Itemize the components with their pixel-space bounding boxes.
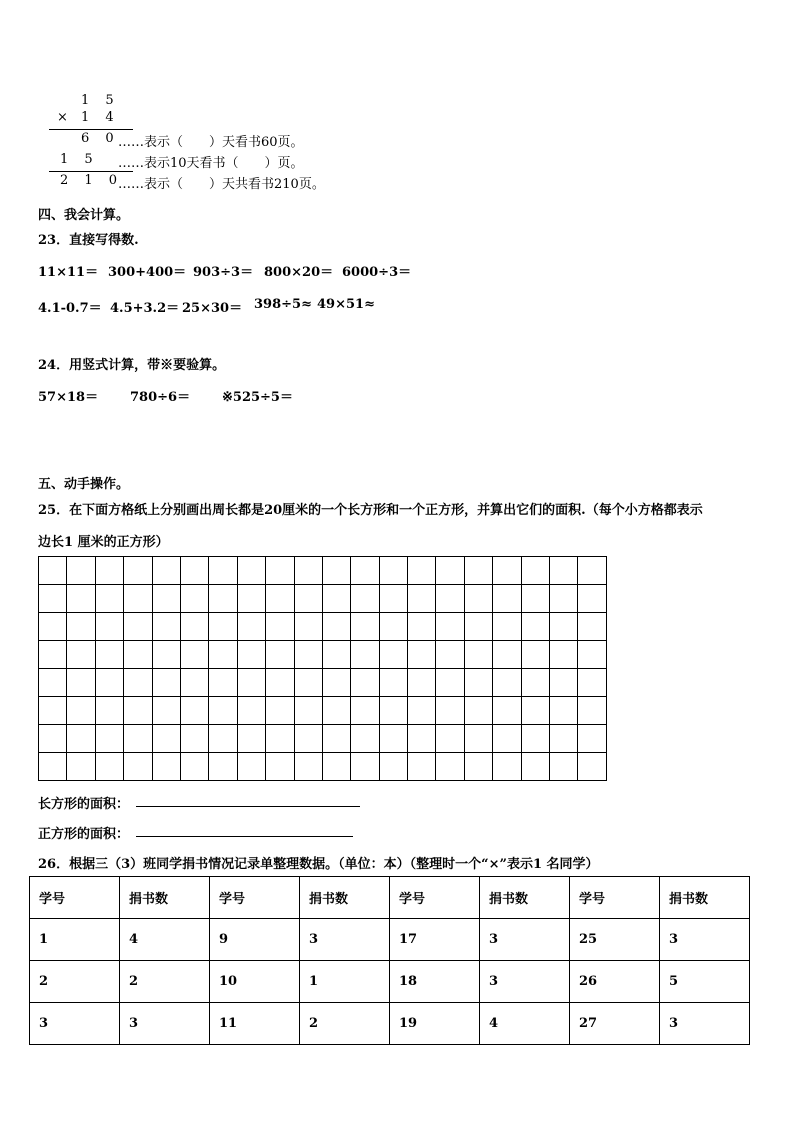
grid-row bbox=[39, 753, 607, 781]
q23-item: 300+400＝ bbox=[108, 265, 187, 280]
q23-item: 4.1-0.7＝ bbox=[38, 301, 102, 316]
grid-cell[interactable] bbox=[294, 725, 322, 753]
table-header-cell: 学号 bbox=[570, 877, 660, 919]
grid-cell[interactable] bbox=[67, 753, 95, 781]
grid-cell[interactable] bbox=[379, 725, 407, 753]
table-cell: 2 bbox=[300, 1003, 390, 1045]
grid-row bbox=[39, 641, 607, 669]
grid-row bbox=[39, 669, 607, 697]
grid-cell[interactable] bbox=[464, 557, 492, 585]
grid-cell[interactable] bbox=[436, 585, 464, 613]
grid-cell[interactable] bbox=[266, 557, 294, 585]
grid-cell[interactable] bbox=[124, 669, 152, 697]
grid-cell[interactable] bbox=[578, 613, 606, 641]
table-row bbox=[30, 919, 750, 961]
grid-cell[interactable] bbox=[209, 613, 237, 641]
grid-cell[interactable] bbox=[67, 669, 95, 697]
grid-cell[interactable] bbox=[266, 725, 294, 753]
grid-cell[interactable] bbox=[351, 641, 379, 669]
grid-cell[interactable] bbox=[493, 725, 521, 753]
grid-cell[interactable] bbox=[39, 669, 67, 697]
grid-cell[interactable] bbox=[95, 725, 123, 753]
grid-cell[interactable] bbox=[124, 641, 152, 669]
grid-cell[interactable] bbox=[351, 557, 379, 585]
mult-operator: × bbox=[57, 110, 68, 125]
grid-cell[interactable] bbox=[550, 585, 578, 613]
grid-cell[interactable] bbox=[379, 697, 407, 725]
grid-cell[interactable] bbox=[95, 613, 123, 641]
grid-cell[interactable] bbox=[294, 641, 322, 669]
grid-cell[interactable] bbox=[578, 697, 606, 725]
grid-cell[interactable] bbox=[351, 753, 379, 781]
grid-cell[interactable] bbox=[436, 753, 464, 781]
grid-cell[interactable] bbox=[521, 697, 549, 725]
grid-cell[interactable] bbox=[464, 697, 492, 725]
grid-cell[interactable] bbox=[408, 613, 436, 641]
q23-item: 800×20＝ bbox=[264, 265, 334, 280]
grid-cell[interactable] bbox=[209, 585, 237, 613]
grid-cell[interactable] bbox=[322, 697, 350, 725]
grid-cell[interactable] bbox=[464, 585, 492, 613]
grid-cell[interactable] bbox=[351, 585, 379, 613]
grid-cell[interactable] bbox=[322, 669, 350, 697]
donation-record-table bbox=[29, 876, 750, 1045]
grid-cell[interactable] bbox=[266, 669, 294, 697]
grid-cell[interactable] bbox=[294, 557, 322, 585]
table-cell: 3 bbox=[660, 1003, 750, 1045]
grid-cell[interactable] bbox=[152, 613, 180, 641]
grid-cell[interactable] bbox=[464, 641, 492, 669]
grid-cell[interactable] bbox=[408, 585, 436, 613]
grid-cell[interactable] bbox=[209, 753, 237, 781]
grid-cell[interactable] bbox=[266, 585, 294, 613]
grid-cell[interactable] bbox=[521, 613, 549, 641]
grid-cell[interactable] bbox=[436, 613, 464, 641]
square-area-label: 正方形的面积： bbox=[38, 827, 130, 842]
q23-title: 23．直接写得数. bbox=[38, 233, 139, 248]
table-cell: 9 bbox=[210, 919, 300, 961]
grid-cell[interactable] bbox=[39, 641, 67, 669]
grid-cell[interactable] bbox=[379, 613, 407, 641]
table-header-cell: 捐书数 bbox=[120, 877, 210, 919]
grid-cell[interactable] bbox=[152, 557, 180, 585]
grid-cell[interactable] bbox=[294, 669, 322, 697]
grid-cell[interactable] bbox=[464, 753, 492, 781]
grid-cell[interactable] bbox=[152, 725, 180, 753]
grid-cell[interactable] bbox=[322, 753, 350, 781]
q23-item: 6000÷3＝ bbox=[342, 265, 412, 280]
q23-item: 49×51≈ bbox=[317, 297, 375, 312]
grid-cell[interactable] bbox=[493, 613, 521, 641]
grid-cell[interactable] bbox=[493, 641, 521, 669]
table-cell: 4 bbox=[120, 919, 210, 961]
grid-cell[interactable] bbox=[95, 697, 123, 725]
grid-cell[interactable] bbox=[95, 557, 123, 585]
grid-cell[interactable] bbox=[237, 557, 265, 585]
grid-cell[interactable] bbox=[67, 557, 95, 585]
grid-cell[interactable] bbox=[521, 557, 549, 585]
table-cell: 3 bbox=[480, 961, 570, 1003]
grid-cell[interactable] bbox=[266, 697, 294, 725]
table-cell: 3 bbox=[120, 1003, 210, 1045]
graph-paper-grid[interactable] bbox=[38, 556, 607, 781]
table-cell: 3 bbox=[480, 919, 570, 961]
table-header-cell: 学号 bbox=[390, 877, 480, 919]
grid-cell[interactable] bbox=[322, 641, 350, 669]
table-cell: 2 bbox=[30, 961, 120, 1003]
q24-item: 57×18＝ bbox=[38, 390, 99, 405]
grid-cell[interactable] bbox=[67, 697, 95, 725]
grid-cell[interactable] bbox=[95, 669, 123, 697]
grid-cell[interactable] bbox=[408, 669, 436, 697]
table-cell: 19 bbox=[390, 1003, 480, 1045]
mult-row-5-note: ……表示（ ）天共看书210页。 bbox=[118, 177, 325, 192]
grid-cell[interactable] bbox=[67, 613, 95, 641]
grid-row bbox=[39, 725, 607, 753]
table-header-cell: 捐书数 bbox=[300, 877, 390, 919]
grid-cell[interactable] bbox=[578, 669, 606, 697]
grid-cell[interactable] bbox=[578, 725, 606, 753]
grid-cell[interactable] bbox=[39, 557, 67, 585]
grid-cell[interactable] bbox=[408, 697, 436, 725]
grid-cell[interactable] bbox=[152, 669, 180, 697]
grid-cell[interactable] bbox=[152, 697, 180, 725]
grid-cell[interactable] bbox=[180, 557, 208, 585]
grid-row bbox=[39, 613, 607, 641]
grid-cell[interactable] bbox=[294, 753, 322, 781]
grid-cell[interactable] bbox=[237, 669, 265, 697]
grid-cell[interactable] bbox=[95, 641, 123, 669]
grid-cell[interactable] bbox=[408, 725, 436, 753]
grid-cell[interactable] bbox=[578, 557, 606, 585]
grid-cell[interactable] bbox=[436, 697, 464, 725]
q25-text-line-1: 25．在下面方格纸上分别画出周长都是20厘米的一个长方形和一个正方形，并算出它们的面积.（每个小方格都表示 bbox=[38, 503, 703, 518]
mult-row-4-note: ……表示10天看书（ ）页。 bbox=[118, 156, 304, 171]
mult-row-4: 1 5 bbox=[60, 152, 99, 167]
table-cell: 18 bbox=[390, 961, 480, 1003]
grid-cell[interactable] bbox=[379, 669, 407, 697]
grid-cell[interactable] bbox=[209, 669, 237, 697]
grid-cell[interactable] bbox=[209, 725, 237, 753]
grid-cell[interactable] bbox=[39, 725, 67, 753]
grid-cell[interactable] bbox=[436, 557, 464, 585]
table-header-cell: 学号 bbox=[30, 877, 120, 919]
grid-cell[interactable] bbox=[408, 753, 436, 781]
table-header-row bbox=[30, 877, 750, 919]
grid-cell[interactable] bbox=[95, 753, 123, 781]
table-cell: 3 bbox=[660, 919, 750, 961]
grid-cell[interactable] bbox=[124, 585, 152, 613]
grid-cell[interactable] bbox=[550, 725, 578, 753]
grid-cell[interactable] bbox=[436, 725, 464, 753]
grid-cell[interactable] bbox=[464, 613, 492, 641]
table-cell: 3 bbox=[300, 919, 390, 961]
table-cell: 25 bbox=[570, 919, 660, 961]
grid-cell[interactable] bbox=[180, 613, 208, 641]
grid-cell[interactable] bbox=[578, 641, 606, 669]
table-cell: 26 bbox=[570, 961, 660, 1003]
q23-item: 4.5+3.2＝ bbox=[110, 301, 180, 316]
grid-cell[interactable] bbox=[180, 753, 208, 781]
grid-row bbox=[39, 585, 607, 613]
grid-cell[interactable] bbox=[67, 641, 95, 669]
grid-cell[interactable] bbox=[322, 725, 350, 753]
mult-line-1 bbox=[49, 129, 133, 130]
grid-cell[interactable] bbox=[180, 669, 208, 697]
q26-title: 26．根据三（3）班同学捐书情况记录单整理数据。（单位：本）（整理时一个“×”表示1 名同学） bbox=[38, 857, 599, 872]
mult-row-5: 2 1 0 bbox=[60, 173, 124, 188]
grid-cell[interactable] bbox=[493, 697, 521, 725]
grid-cell[interactable] bbox=[237, 613, 265, 641]
grid-cell[interactable] bbox=[408, 557, 436, 585]
q25-text-line-2: 边长1 厘米的正方形） bbox=[38, 535, 169, 550]
grid-cell[interactable] bbox=[351, 669, 379, 697]
table-cell: 1 bbox=[300, 961, 390, 1003]
grid-cell[interactable] bbox=[237, 725, 265, 753]
grid-cell[interactable] bbox=[351, 697, 379, 725]
table-cell: 1 bbox=[30, 919, 120, 961]
table-cell: 27 bbox=[570, 1003, 660, 1045]
grid-row bbox=[39, 557, 607, 585]
grid-cell[interactable] bbox=[180, 697, 208, 725]
grid-cell[interactable] bbox=[39, 613, 67, 641]
grid-cell[interactable] bbox=[322, 557, 350, 585]
grid-cell[interactable] bbox=[521, 585, 549, 613]
grid-cell[interactable] bbox=[521, 641, 549, 669]
grid-cell[interactable] bbox=[209, 697, 237, 725]
grid-cell[interactable] bbox=[152, 641, 180, 669]
table-cell: 10 bbox=[210, 961, 300, 1003]
grid-cell[interactable] bbox=[294, 613, 322, 641]
grid-cell[interactable] bbox=[209, 641, 237, 669]
rect-area-label: 长方形的面积： bbox=[38, 797, 130, 812]
table-cell: 2 bbox=[120, 961, 210, 1003]
grid-cell[interactable] bbox=[180, 585, 208, 613]
mult-row-2: 1 4 bbox=[81, 110, 120, 125]
grid-cell[interactable] bbox=[351, 613, 379, 641]
grid-cell[interactable] bbox=[550, 697, 578, 725]
grid-cell[interactable] bbox=[237, 585, 265, 613]
table-cell: 5 bbox=[660, 961, 750, 1003]
grid-row bbox=[39, 697, 607, 725]
grid-cell[interactable] bbox=[152, 753, 180, 781]
grid-cell[interactable] bbox=[124, 725, 152, 753]
q23-item: 25×30＝ bbox=[182, 301, 243, 316]
grid-cell[interactable] bbox=[180, 641, 208, 669]
grid-cell[interactable] bbox=[209, 557, 237, 585]
grid-cell[interactable] bbox=[322, 585, 350, 613]
section-5-heading: 五、动手操作。 bbox=[38, 477, 130, 492]
grid-cell[interactable] bbox=[39, 753, 67, 781]
mult-line-2 bbox=[49, 171, 133, 172]
grid-cell[interactable] bbox=[124, 557, 152, 585]
table-cell: 11 bbox=[210, 1003, 300, 1045]
grid-cell[interactable] bbox=[521, 753, 549, 781]
grid-cell[interactable] bbox=[379, 557, 407, 585]
grid-cell[interactable] bbox=[550, 557, 578, 585]
grid-cell[interactable] bbox=[550, 613, 578, 641]
grid-cell[interactable] bbox=[550, 641, 578, 669]
mult-row-3-note: ……表示（ ）天看书60页。 bbox=[118, 135, 304, 150]
q23-item: 398÷5≈ bbox=[254, 297, 312, 312]
grid-cell[interactable] bbox=[39, 585, 67, 613]
table-cell: 17 bbox=[390, 919, 480, 961]
grid-cell[interactable] bbox=[464, 725, 492, 753]
grid-cell[interactable] bbox=[237, 753, 265, 781]
grid-cell[interactable] bbox=[266, 641, 294, 669]
mult-row-3: 6 0 bbox=[81, 131, 120, 146]
grid-cell[interactable] bbox=[379, 641, 407, 669]
grid-cell[interactable] bbox=[550, 669, 578, 697]
grid-cell[interactable] bbox=[578, 753, 606, 781]
table-header-cell: 学号 bbox=[210, 877, 300, 919]
q24-item: 780÷6＝ bbox=[130, 390, 191, 405]
mult-row-1: 1 5 bbox=[81, 93, 120, 108]
grid-cell[interactable] bbox=[379, 753, 407, 781]
grid-cell[interactable] bbox=[67, 585, 95, 613]
grid-cell[interactable] bbox=[578, 585, 606, 613]
grid-cell[interactable] bbox=[124, 753, 152, 781]
grid-cell[interactable] bbox=[322, 613, 350, 641]
table-row bbox=[30, 961, 750, 1003]
table-cell: 3 bbox=[30, 1003, 120, 1045]
section-4-heading: 四、我会计算。 bbox=[38, 208, 130, 223]
grid-cell[interactable] bbox=[464, 669, 492, 697]
grid-cell[interactable] bbox=[266, 613, 294, 641]
grid-cell[interactable] bbox=[521, 669, 549, 697]
grid-cell[interactable] bbox=[351, 725, 379, 753]
grid-cell[interactable] bbox=[294, 697, 322, 725]
grid-cell[interactable] bbox=[436, 641, 464, 669]
grid-cell[interactable] bbox=[436, 669, 464, 697]
table-header-cell: 捐书数 bbox=[660, 877, 750, 919]
grid-cell[interactable] bbox=[521, 725, 549, 753]
grid-cell[interactable] bbox=[237, 697, 265, 725]
grid-cell[interactable] bbox=[266, 753, 294, 781]
q24-title: 24．用竖式计算，带※要验算。 bbox=[38, 358, 226, 373]
grid-cell[interactable] bbox=[67, 725, 95, 753]
grid-cell[interactable] bbox=[180, 725, 208, 753]
grid-cell[interactable] bbox=[493, 753, 521, 781]
grid-cell[interactable] bbox=[124, 613, 152, 641]
grid-cell[interactable] bbox=[493, 585, 521, 613]
grid-cell[interactable] bbox=[95, 585, 123, 613]
square-area-answer-line[interactable] bbox=[136, 836, 353, 837]
q24-item: ※525÷5＝ bbox=[222, 390, 293, 405]
table-row bbox=[30, 1003, 750, 1045]
grid-cell[interactable] bbox=[550, 753, 578, 781]
grid-cell[interactable] bbox=[493, 669, 521, 697]
grid-cell[interactable] bbox=[493, 557, 521, 585]
grid-cell[interactable] bbox=[39, 697, 67, 725]
rect-area-answer-line[interactable] bbox=[136, 806, 360, 807]
q23-item: 903÷3＝ bbox=[193, 265, 254, 280]
grid-cell[interactable] bbox=[379, 585, 407, 613]
q23-item: 11×11＝ bbox=[38, 265, 99, 280]
grid-cell[interactable] bbox=[408, 641, 436, 669]
grid-cell[interactable] bbox=[152, 585, 180, 613]
grid-cell[interactable] bbox=[237, 641, 265, 669]
grid-cell[interactable] bbox=[294, 585, 322, 613]
table-header-cell: 捐书数 bbox=[480, 877, 570, 919]
grid-cell[interactable] bbox=[124, 697, 152, 725]
table-cell: 4 bbox=[480, 1003, 570, 1045]
